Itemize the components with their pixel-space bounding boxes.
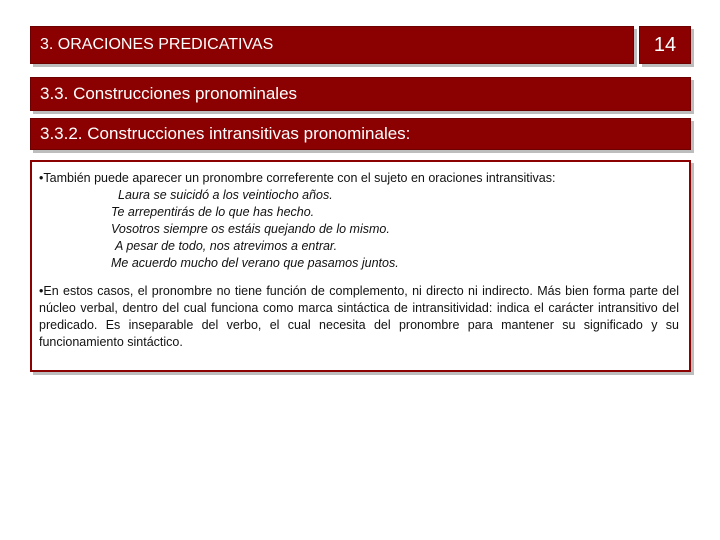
subsection-heading: 3.3.2. Construcciones intransitivas pronominales:	[40, 124, 411, 143]
page-number-box	[639, 26, 691, 64]
example-list	[111, 187, 679, 272]
slide-title-bar	[30, 26, 634, 64]
example-sentence: Te arrepentirás de lo que has hecho.	[111, 205, 315, 219]
section-heading: 3.3. Construcciones pronominales	[40, 84, 298, 103]
page-number: 14	[653, 33, 677, 56]
example-sentence: Me acuerdo mucho del verano que pasamos juntos.	[111, 256, 399, 270]
subsection-heading-bar	[30, 118, 691, 150]
example-sentence: Vosotros siempre os estáis quejando de lo mismo.	[111, 222, 390, 236]
explanation-paragraph: •En estos casos, el pronombre no tiene función de complemento, ni directo ni indirecto. Más bien forma parte del núcleo verbal, dentro del cual funciona como marca sintáctica de intransitividad: indica el carácter intransitivo del predicado. Es inseparable del verbo, el cual necesita del pronombre para mantener su significado y su funcionamiento sintáctico.	[39, 284, 679, 349]
intro-paragraph: •También puede aparecer un pronombre correferente con el sujeto en oraciones intransitivas:	[39, 171, 556, 185]
section-heading-bar	[30, 77, 691, 111]
content-box	[30, 160, 691, 372]
slide-title: 3. ORACIONES PREDICATIVAS	[40, 36, 274, 53]
example-sentence: Laura se suicidó a los veintiocho años.	[118, 188, 333, 202]
example-sentence: A pesar de todo, nos atrevimos a entrar.	[115, 239, 338, 253]
